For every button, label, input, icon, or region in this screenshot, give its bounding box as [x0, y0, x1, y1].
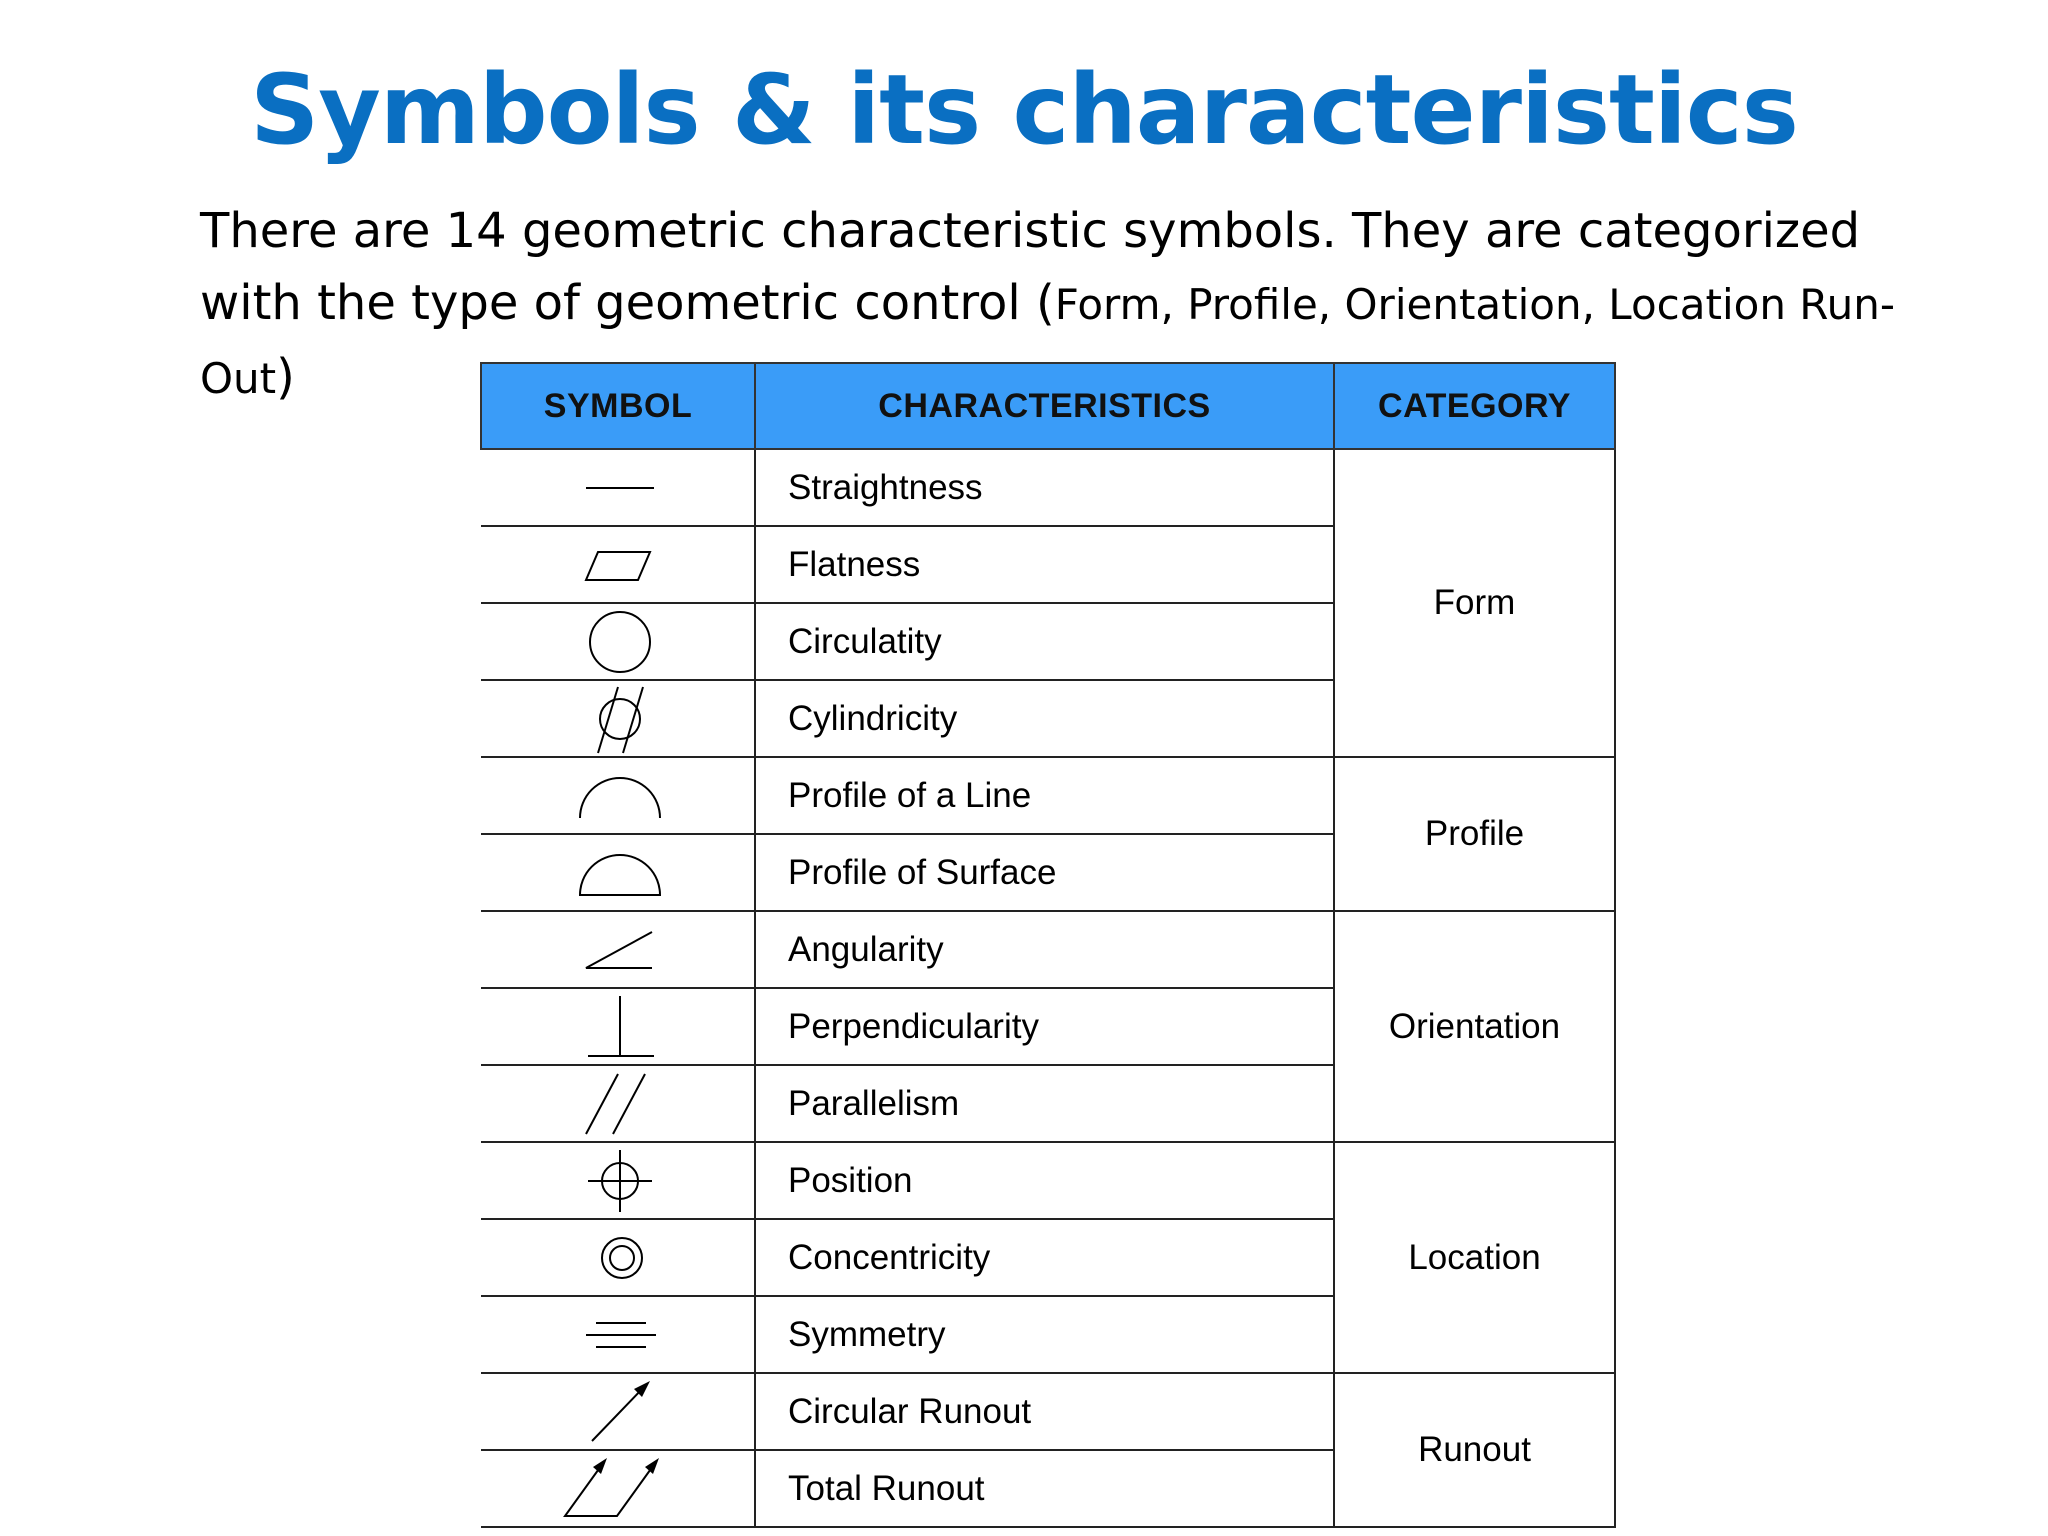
intro-types: Form, Profile, Orientation, Location Run-Out [200, 280, 1895, 403]
table-row [481, 449, 1615, 526]
symbol-cell [481, 1373, 755, 1450]
intro-close: ) [276, 349, 295, 405]
table-row [481, 1373, 1615, 1450]
table-header-row [481, 363, 1615, 449]
characteristic-name: Profile of Surface [755, 834, 1334, 911]
header-category: CATEGORY [1334, 363, 1615, 449]
characteristic-name: Perpendicularity [755, 988, 1334, 1065]
symmetry-icon [568, 1305, 668, 1365]
symbol-cell [481, 911, 755, 988]
symbol-cell [481, 603, 755, 680]
circularity-icon [568, 606, 668, 678]
cylindricity-icon [568, 683, 668, 755]
symbol-cell [481, 449, 755, 526]
flatness-icon [568, 535, 668, 595]
characteristic-name: Total Runout [755, 1450, 1334, 1527]
symbol-cell [481, 1296, 755, 1373]
symbols-table [480, 362, 1616, 1528]
characteristic-name: Concentricity [755, 1219, 1334, 1296]
circular-runout-icon [568, 1377, 668, 1447]
characteristic-name: Circular Runout [755, 1373, 1334, 1450]
characteristic-name: Parallelism [755, 1065, 1334, 1142]
profile-surface-icon [568, 843, 668, 903]
table-row [481, 911, 1615, 988]
position-icon [568, 1146, 668, 1216]
characteristic-name: Circulatity [755, 603, 1334, 680]
header-symbol: SYMBOL [481, 363, 755, 449]
symbol-cell [481, 834, 755, 911]
category-runout: Runout [1334, 1373, 1615, 1527]
total-runout-icon [553, 1454, 683, 1524]
characteristic-name: Symmetry [755, 1296, 1334, 1373]
straightness-icon [568, 458, 668, 518]
symbol-cell [481, 680, 755, 757]
symbol-cell [481, 1219, 755, 1296]
parallelism-icon [568, 1068, 668, 1140]
characteristic-name: Profile of a Line [755, 757, 1334, 834]
characteristic-name: Cylindricity [755, 680, 1334, 757]
symbol-cell [481, 1450, 755, 1527]
symbol-cell [481, 1065, 755, 1142]
category-location: Location [1334, 1142, 1615, 1373]
characteristic-name: Flatness [755, 526, 1334, 603]
concentricity-icon [568, 1228, 668, 1288]
category-profile: Profile [1334, 757, 1615, 911]
angularity-icon [568, 920, 668, 980]
symbol-cell [481, 526, 755, 603]
category-orientation: Orientation [1334, 911, 1615, 1142]
characteristic-name: Straightness [755, 449, 1334, 526]
table-row [481, 757, 1615, 834]
header-characteristics: CHARACTERISTICS [755, 363, 1334, 449]
profile-line-icon [568, 766, 668, 826]
characteristic-name: Angularity [755, 911, 1334, 988]
page-title: Symbols & its characteristics [250, 54, 1798, 166]
perpendicularity-icon [568, 992, 668, 1062]
symbol-cell [481, 1142, 755, 1219]
category-form: Form [1334, 449, 1615, 757]
table-row [481, 1142, 1615, 1219]
intro-text: There are 14 geometric characteristic symbols. They are categorized with the type of geometric control ( [200, 203, 1861, 331]
symbol-cell [481, 757, 755, 834]
characteristic-name: Position [755, 1142, 1334, 1219]
symbol-cell [481, 988, 755, 1065]
